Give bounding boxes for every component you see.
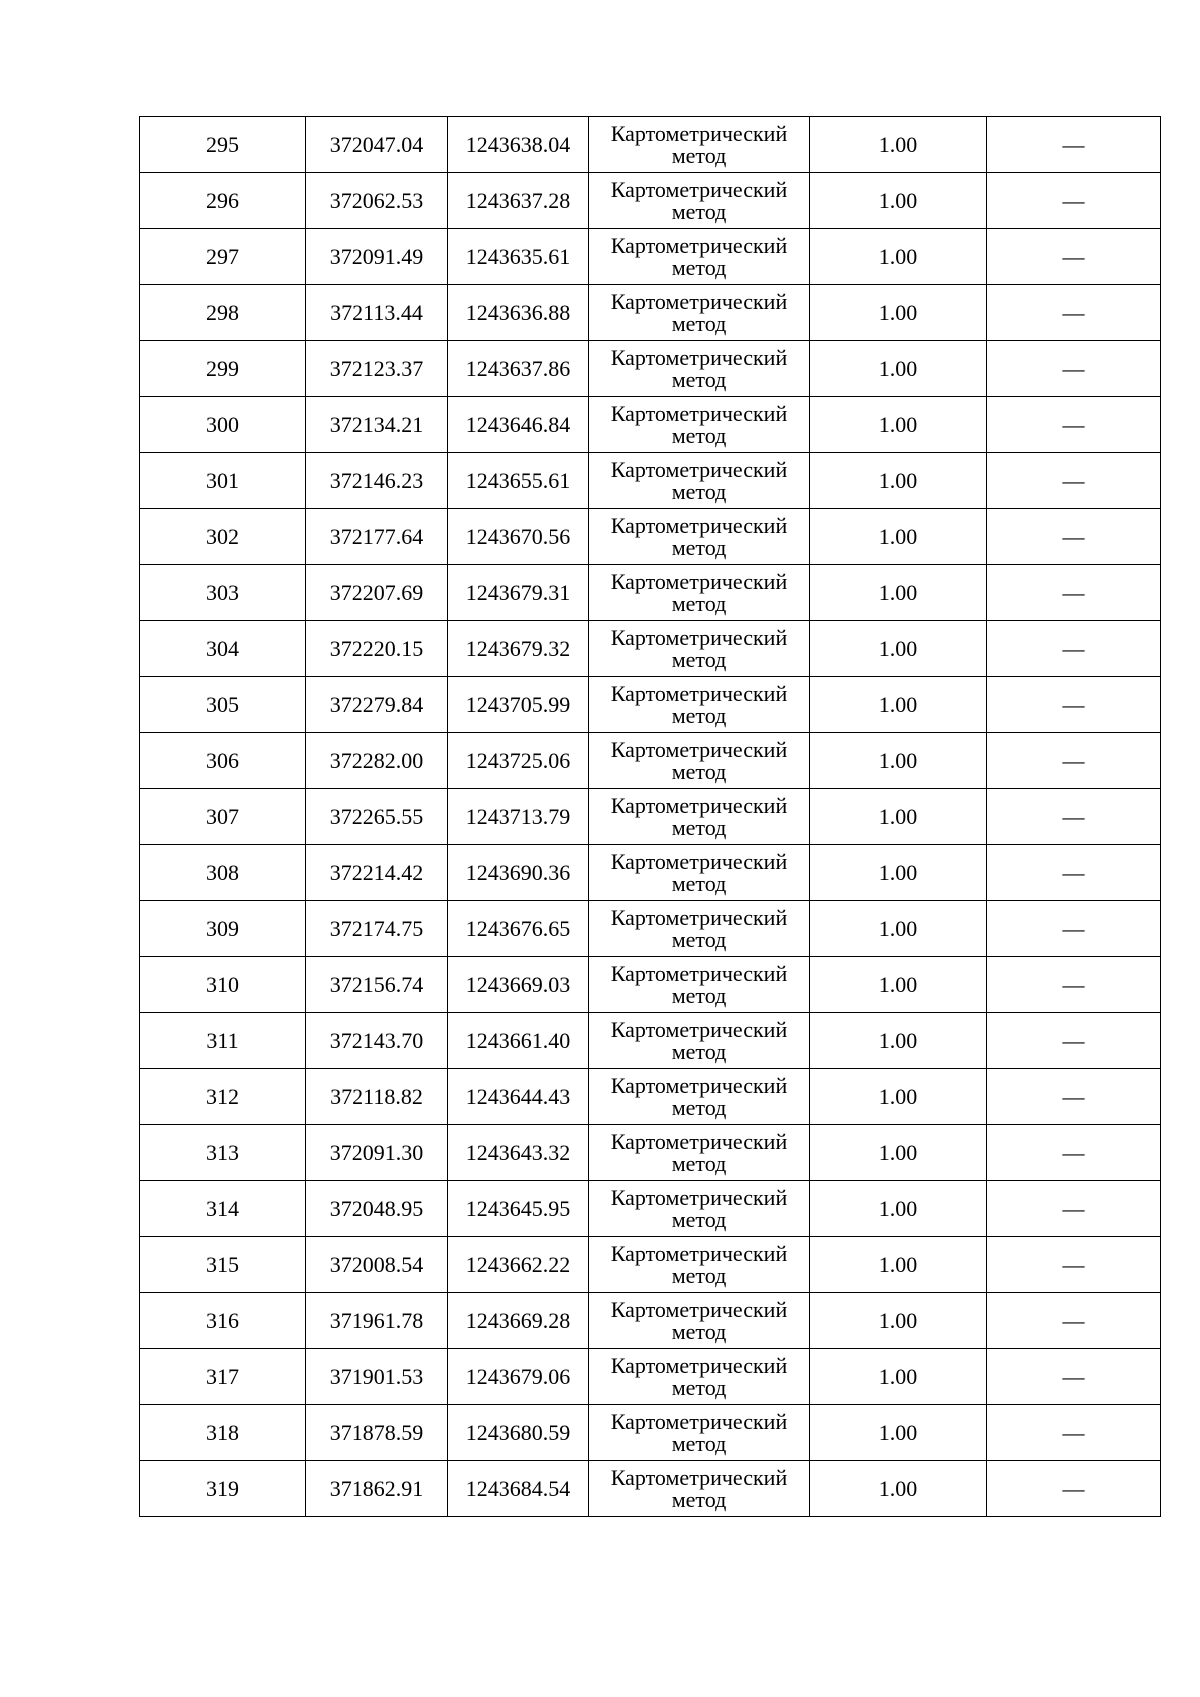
method-name-line: Картометрический bbox=[610, 288, 788, 314]
accuracy-cell: 1.00 bbox=[810, 1125, 987, 1181]
method-cell bbox=[589, 1181, 810, 1237]
method-word-line: метод bbox=[671, 1318, 727, 1344]
x-coordinate-cell: 372282.00 bbox=[306, 733, 448, 789]
accuracy-cell: 1.00 bbox=[810, 1461, 987, 1517]
x-coordinate-cell: 372265.55 bbox=[306, 789, 448, 845]
y-coordinate-cell: 1243635.61 bbox=[448, 229, 589, 285]
method-name-line: Картометрический bbox=[610, 848, 788, 874]
note-cell: — bbox=[987, 229, 1161, 285]
method-name-line: Картометрический bbox=[610, 568, 788, 594]
note-cell: — bbox=[987, 341, 1161, 397]
accuracy-cell: 1.00 bbox=[810, 117, 987, 173]
accuracy-cell: 1.00 bbox=[810, 565, 987, 621]
table-row bbox=[140, 789, 1161, 845]
point-number-cell: 309 bbox=[140, 901, 306, 957]
method-word-line: метод bbox=[671, 1150, 727, 1176]
x-coordinate-cell: 372214.42 bbox=[306, 845, 448, 901]
method-cell bbox=[589, 453, 810, 509]
point-number-cell: 302 bbox=[140, 509, 306, 565]
table-row bbox=[140, 677, 1161, 733]
method-name-line: Картометрический bbox=[610, 232, 788, 258]
accuracy-cell: 1.00 bbox=[810, 453, 987, 509]
table-body bbox=[140, 117, 1161, 1517]
table-row bbox=[140, 117, 1161, 173]
x-coordinate-cell: 371901.53 bbox=[306, 1349, 448, 1405]
note-cell: — bbox=[987, 957, 1161, 1013]
table-row bbox=[140, 229, 1161, 285]
x-coordinate-cell: 372207.69 bbox=[306, 565, 448, 621]
y-coordinate-cell: 1243637.86 bbox=[448, 341, 589, 397]
method-cell bbox=[589, 509, 810, 565]
method-name-line: Картометрический bbox=[610, 1072, 788, 1098]
method-name-line: Картометрический bbox=[610, 456, 788, 482]
note-cell: — bbox=[987, 453, 1161, 509]
method-name-line: Картометрический bbox=[610, 1128, 788, 1154]
accuracy-cell: 1.00 bbox=[810, 845, 987, 901]
method-name-line: Картометрический bbox=[610, 120, 788, 146]
table-row bbox=[140, 621, 1161, 677]
x-coordinate-cell: 372174.75 bbox=[306, 901, 448, 957]
x-coordinate-cell: 372091.49 bbox=[306, 229, 448, 285]
accuracy-cell: 1.00 bbox=[810, 677, 987, 733]
accuracy-cell: 1.00 bbox=[810, 229, 987, 285]
method-word-line: метод bbox=[671, 870, 727, 896]
point-number-cell: 297 bbox=[140, 229, 306, 285]
method-cell bbox=[589, 789, 810, 845]
note-cell: — bbox=[987, 845, 1161, 901]
note-cell: — bbox=[987, 733, 1161, 789]
note-cell: — bbox=[987, 677, 1161, 733]
x-coordinate-cell: 371961.78 bbox=[306, 1293, 448, 1349]
accuracy-cell: 1.00 bbox=[810, 1013, 987, 1069]
method-name-line: Картометрический bbox=[610, 512, 788, 538]
method-word-line: метод bbox=[671, 702, 727, 728]
accuracy-cell: 1.00 bbox=[810, 1293, 987, 1349]
method-word-line: метод bbox=[671, 1206, 727, 1232]
y-coordinate-cell: 1243676.65 bbox=[448, 901, 589, 957]
point-number-cell: 318 bbox=[140, 1405, 306, 1461]
method-cell bbox=[589, 1237, 810, 1293]
table-row bbox=[140, 957, 1161, 1013]
point-number-cell: 315 bbox=[140, 1237, 306, 1293]
method-word-line: метод bbox=[671, 1486, 727, 1512]
method-name-line: Картометрический bbox=[610, 736, 788, 762]
point-number-cell: 310 bbox=[140, 957, 306, 1013]
y-coordinate-cell: 1243638.04 bbox=[448, 117, 589, 173]
note-cell: — bbox=[987, 789, 1161, 845]
method-name-line: Картометрический bbox=[610, 792, 788, 818]
accuracy-cell: 1.00 bbox=[810, 173, 987, 229]
method-word-line: метод bbox=[671, 254, 727, 280]
accuracy-cell: 1.00 bbox=[810, 1405, 987, 1461]
x-coordinate-cell: 372047.04 bbox=[306, 117, 448, 173]
method-cell bbox=[589, 117, 810, 173]
point-number-cell: 303 bbox=[140, 565, 306, 621]
method-cell bbox=[589, 1013, 810, 1069]
y-coordinate-cell: 1243643.32 bbox=[448, 1125, 589, 1181]
table-row bbox=[140, 901, 1161, 957]
note-cell: — bbox=[987, 1237, 1161, 1293]
method-word-line: метод bbox=[671, 478, 727, 504]
method-name-line: Картометрический bbox=[610, 1464, 788, 1490]
point-number-cell: 295 bbox=[140, 117, 306, 173]
method-cell bbox=[589, 957, 810, 1013]
coordinates-table bbox=[139, 116, 1161, 1517]
point-number-cell: 308 bbox=[140, 845, 306, 901]
table-row bbox=[140, 845, 1161, 901]
accuracy-cell: 1.00 bbox=[810, 341, 987, 397]
y-coordinate-cell: 1243670.56 bbox=[448, 509, 589, 565]
method-cell bbox=[589, 1405, 810, 1461]
point-number-cell: 299 bbox=[140, 341, 306, 397]
point-number-cell: 316 bbox=[140, 1293, 306, 1349]
point-number-cell: 304 bbox=[140, 621, 306, 677]
method-name-line: Картометрический bbox=[610, 176, 788, 202]
note-cell: — bbox=[987, 117, 1161, 173]
x-coordinate-cell: 371878.59 bbox=[306, 1405, 448, 1461]
method-name-line: Картометрический bbox=[610, 400, 788, 426]
table-row bbox=[140, 1405, 1161, 1461]
note-cell: — bbox=[987, 1461, 1161, 1517]
method-cell bbox=[589, 285, 810, 341]
point-number-cell: 314 bbox=[140, 1181, 306, 1237]
table-row bbox=[140, 1125, 1161, 1181]
method-name-line: Картометрический bbox=[610, 344, 788, 370]
accuracy-cell: 1.00 bbox=[810, 509, 987, 565]
table-row bbox=[140, 1013, 1161, 1069]
y-coordinate-cell: 1243713.79 bbox=[448, 789, 589, 845]
x-coordinate-cell: 372123.37 bbox=[306, 341, 448, 397]
y-coordinate-cell: 1243679.31 bbox=[448, 565, 589, 621]
note-cell: — bbox=[987, 1069, 1161, 1125]
method-word-line: метод bbox=[671, 758, 727, 784]
accuracy-cell: 1.00 bbox=[810, 285, 987, 341]
table-row bbox=[140, 1069, 1161, 1125]
table-row bbox=[140, 1181, 1161, 1237]
accuracy-cell: 1.00 bbox=[810, 789, 987, 845]
method-name-line: Картометрический bbox=[610, 680, 788, 706]
point-number-cell: 298 bbox=[140, 285, 306, 341]
method-word-line: метод bbox=[671, 590, 727, 616]
note-cell: — bbox=[987, 1349, 1161, 1405]
method-word-line: метод bbox=[671, 1374, 727, 1400]
method-cell bbox=[589, 229, 810, 285]
x-coordinate-cell: 372279.84 bbox=[306, 677, 448, 733]
note-cell: — bbox=[987, 1293, 1161, 1349]
y-coordinate-cell: 1243646.84 bbox=[448, 397, 589, 453]
method-cell bbox=[589, 733, 810, 789]
y-coordinate-cell: 1243655.61 bbox=[448, 453, 589, 509]
method-word-line: метод bbox=[671, 198, 727, 224]
y-coordinate-cell: 1243669.28 bbox=[448, 1293, 589, 1349]
y-coordinate-cell: 1243690.36 bbox=[448, 845, 589, 901]
x-coordinate-cell: 372143.70 bbox=[306, 1013, 448, 1069]
point-number-cell: 305 bbox=[140, 677, 306, 733]
table-row bbox=[140, 733, 1161, 789]
point-number-cell: 313 bbox=[140, 1125, 306, 1181]
accuracy-cell: 1.00 bbox=[810, 733, 987, 789]
method-word-line: метод bbox=[671, 422, 727, 448]
x-coordinate-cell: 372134.21 bbox=[306, 397, 448, 453]
y-coordinate-cell: 1243645.95 bbox=[448, 1181, 589, 1237]
method-cell bbox=[589, 677, 810, 733]
x-coordinate-cell: 372177.64 bbox=[306, 509, 448, 565]
note-cell: — bbox=[987, 397, 1161, 453]
method-name-line: Картометрический bbox=[610, 904, 788, 930]
accuracy-cell: 1.00 bbox=[810, 901, 987, 957]
note-cell: — bbox=[987, 565, 1161, 621]
method-cell bbox=[589, 397, 810, 453]
method-name-line: Картометрический bbox=[610, 1296, 788, 1322]
point-number-cell: 307 bbox=[140, 789, 306, 845]
x-coordinate-cell: 372156.74 bbox=[306, 957, 448, 1013]
accuracy-cell: 1.00 bbox=[810, 621, 987, 677]
point-number-cell: 319 bbox=[140, 1461, 306, 1517]
method-cell bbox=[589, 341, 810, 397]
x-coordinate-cell: 372220.15 bbox=[306, 621, 448, 677]
y-coordinate-cell: 1243637.28 bbox=[448, 173, 589, 229]
method-word-line: метод bbox=[671, 1094, 727, 1120]
accuracy-cell: 1.00 bbox=[810, 1181, 987, 1237]
x-coordinate-cell: 371862.91 bbox=[306, 1461, 448, 1517]
y-coordinate-cell: 1243705.99 bbox=[448, 677, 589, 733]
method-cell bbox=[589, 1349, 810, 1405]
table-row bbox=[140, 453, 1161, 509]
point-number-cell: 311 bbox=[140, 1013, 306, 1069]
method-word-line: метод bbox=[671, 310, 727, 336]
x-coordinate-cell: 372008.54 bbox=[306, 1237, 448, 1293]
accuracy-cell: 1.00 bbox=[810, 1349, 987, 1405]
method-word-line: метод bbox=[671, 534, 727, 560]
table-row bbox=[140, 173, 1161, 229]
table-row bbox=[140, 1461, 1161, 1517]
accuracy-cell: 1.00 bbox=[810, 397, 987, 453]
table-row bbox=[140, 397, 1161, 453]
table-row bbox=[140, 1237, 1161, 1293]
table-row bbox=[140, 509, 1161, 565]
method-cell bbox=[589, 901, 810, 957]
y-coordinate-cell: 1243679.32 bbox=[448, 621, 589, 677]
x-coordinate-cell: 372146.23 bbox=[306, 453, 448, 509]
accuracy-cell: 1.00 bbox=[810, 957, 987, 1013]
x-coordinate-cell: 372091.30 bbox=[306, 1125, 448, 1181]
method-name-line: Картометрический bbox=[610, 1352, 788, 1378]
method-cell bbox=[589, 1293, 810, 1349]
note-cell: — bbox=[987, 509, 1161, 565]
y-coordinate-cell: 1243679.06 bbox=[448, 1349, 589, 1405]
method-word-line: метод bbox=[671, 926, 727, 952]
method-word-line: метод bbox=[671, 366, 727, 392]
accuracy-cell: 1.00 bbox=[810, 1069, 987, 1125]
method-word-line: метод bbox=[671, 142, 727, 168]
method-word-line: метод bbox=[671, 646, 727, 672]
point-number-cell: 306 bbox=[140, 733, 306, 789]
y-coordinate-cell: 1243680.59 bbox=[448, 1405, 589, 1461]
method-word-line: метод bbox=[671, 1430, 727, 1456]
point-number-cell: 296 bbox=[140, 173, 306, 229]
method-cell bbox=[589, 621, 810, 677]
table-row bbox=[140, 565, 1161, 621]
method-cell bbox=[589, 1461, 810, 1517]
method-word-line: метод bbox=[671, 982, 727, 1008]
y-coordinate-cell: 1243662.22 bbox=[448, 1237, 589, 1293]
x-coordinate-cell: 372118.82 bbox=[306, 1069, 448, 1125]
method-cell bbox=[589, 845, 810, 901]
note-cell: — bbox=[987, 621, 1161, 677]
accuracy-cell: 1.00 bbox=[810, 1237, 987, 1293]
y-coordinate-cell: 1243636.88 bbox=[448, 285, 589, 341]
method-name-line: Картометрический bbox=[610, 1240, 788, 1266]
method-word-line: метод bbox=[671, 814, 727, 840]
y-coordinate-cell: 1243661.40 bbox=[448, 1013, 589, 1069]
table-row bbox=[140, 1293, 1161, 1349]
y-coordinate-cell: 1243725.06 bbox=[448, 733, 589, 789]
method-name-line: Картометрический bbox=[610, 1184, 788, 1210]
table-row bbox=[140, 1349, 1161, 1405]
point-number-cell: 301 bbox=[140, 453, 306, 509]
point-number-cell: 300 bbox=[140, 397, 306, 453]
method-cell bbox=[589, 565, 810, 621]
note-cell: — bbox=[987, 901, 1161, 957]
point-number-cell: 317 bbox=[140, 1349, 306, 1405]
method-name-line: Картометрический bbox=[610, 1016, 788, 1042]
note-cell: — bbox=[987, 173, 1161, 229]
table-row bbox=[140, 341, 1161, 397]
method-cell bbox=[589, 1125, 810, 1181]
x-coordinate-cell: 372113.44 bbox=[306, 285, 448, 341]
point-number-cell: 312 bbox=[140, 1069, 306, 1125]
table-row bbox=[140, 285, 1161, 341]
y-coordinate-cell: 1243684.54 bbox=[448, 1461, 589, 1517]
note-cell: — bbox=[987, 285, 1161, 341]
note-cell: — bbox=[987, 1013, 1161, 1069]
y-coordinate-cell: 1243669.03 bbox=[448, 957, 589, 1013]
x-coordinate-cell: 372048.95 bbox=[306, 1181, 448, 1237]
note-cell: — bbox=[987, 1405, 1161, 1461]
method-cell bbox=[589, 1069, 810, 1125]
method-cell bbox=[589, 173, 810, 229]
method-name-line: Картометрический bbox=[610, 624, 788, 650]
note-cell: — bbox=[987, 1125, 1161, 1181]
method-word-line: метод bbox=[671, 1038, 727, 1064]
x-coordinate-cell: 372062.53 bbox=[306, 173, 448, 229]
method-name-line: Картометрический bbox=[610, 960, 788, 986]
note-cell: — bbox=[987, 1181, 1161, 1237]
y-coordinate-cell: 1243644.43 bbox=[448, 1069, 589, 1125]
method-name-line: Картометрический bbox=[610, 1408, 788, 1434]
method-word-line: метод bbox=[671, 1262, 727, 1288]
